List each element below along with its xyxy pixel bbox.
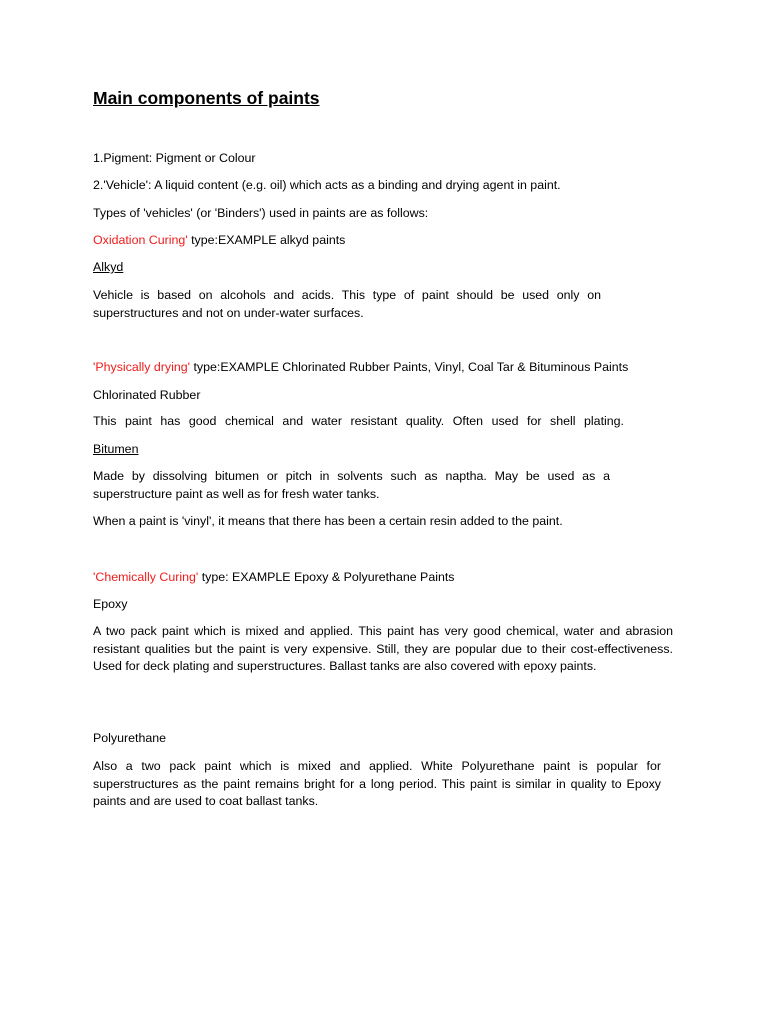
chlorinated-rubber-paragraph: This paint has good chemical and water resistant quality. Often used for shell plating. — [93, 414, 624, 428]
alkyd-heading: Alkyd — [93, 260, 124, 274]
physically-drying-line — [93, 359, 628, 377]
pigment-line: 1.Pigment: Pigment or Colour — [93, 151, 256, 165]
chemically-curing-label: 'Chemically Curing' — [93, 570, 199, 584]
vinyl-note: When a paint is 'vinyl', it means that there has been a certain resin added to the paint. — [93, 514, 563, 528]
document-title: Main components of paints — [93, 88, 320, 108]
physically-drying-label: 'Physically drying' — [93, 360, 191, 374]
polyurethane-heading: Polyurethane — [93, 731, 167, 745]
epoxy-paragraph: A two pack paint which is mixed and applied. This paint has very good chemical, water and abrasion resistant qualities but the paint is very expensive. Still, they are popular due to their cost-effectiveness. Used for deck plating and superstructures. Ballast tanks are also covered with epoxy paints. — [93, 624, 673, 673]
chemically-curing-line — [93, 569, 455, 587]
bitumen-paragraph: Made by dissolving bitumen or pitch in solvents such as naptha. May be used as a superstructure paint as well as for fresh water tanks. — [93, 469, 610, 501]
types-intro-line: Types of 'vehicles' (or 'Binders') used in paints are as follows: — [93, 206, 429, 220]
bitumen-heading: Bitumen — [93, 442, 139, 456]
chlorinated-rubber-heading: Chlorinated Rubber — [93, 388, 201, 402]
chemically-curing-example: type: EXAMPLE Epoxy & Polyurethane Paints — [198, 570, 455, 584]
physically-drying-example: type:EXAMPLE Chlorinated Rubber Paints, Vinyl, Coal Tar & Bituminous Paints — [190, 360, 629, 374]
alkyd-paragraph: Vehicle is based on alcohols and acids. This type of paint should be used only on superstructures and not on under-water surfaces. — [93, 288, 601, 320]
epoxy-heading: Epoxy — [93, 597, 128, 611]
oxidation-curing-line — [93, 232, 345, 250]
vehicle-line: 2.'Vehicle': A liquid content (e.g. oil) which acts as a binding and drying agent in paint. — [93, 178, 561, 192]
polyurethane-paragraph: Also a two pack paint which is mixed and applied. White Polyurethane paint is popular for superstructures as the paint remains bright for a long period. This paint is similar in quality to Epoxy paints and are used to coat ballast tanks. — [93, 759, 661, 808]
oxidation-curing-label: Oxidation Curing' — [93, 233, 188, 247]
oxidation-curing-example: type:EXAMPLE alkyd paints — [187, 233, 346, 247]
